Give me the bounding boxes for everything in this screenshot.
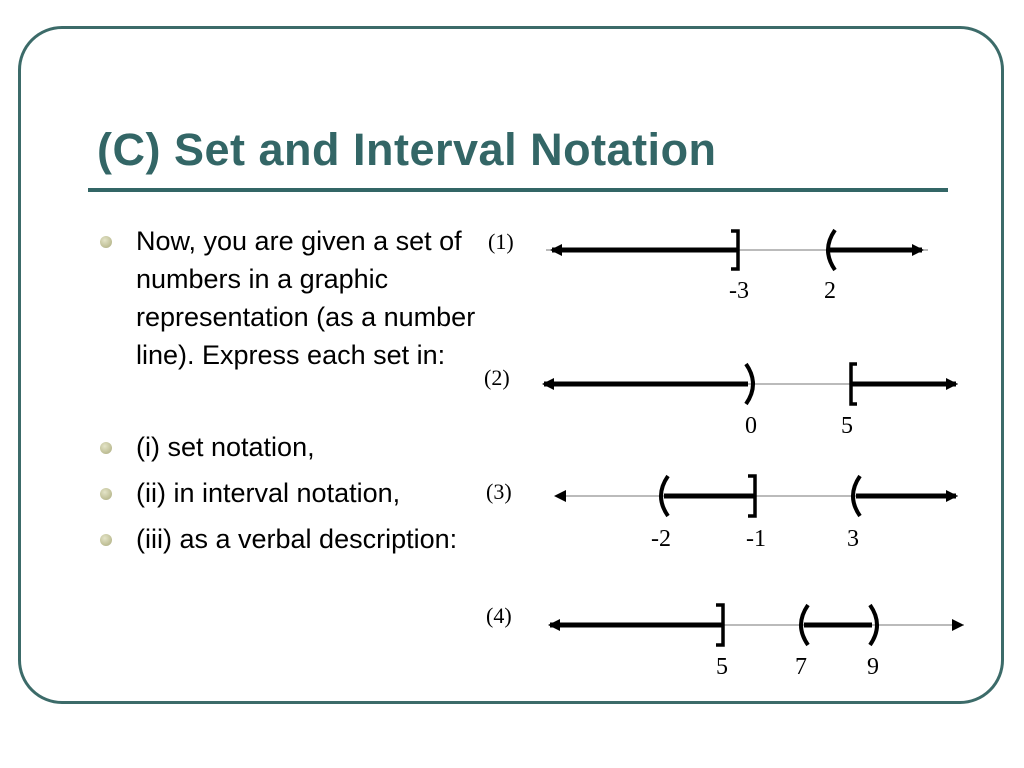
tick-label: 5 bbox=[841, 413, 853, 439]
number-line-label: (3) bbox=[486, 479, 512, 504]
bullet-item-verbal-description bbox=[100, 520, 480, 558]
bullet-text: (ii) in interval notation, bbox=[136, 478, 401, 508]
bullet-dot-icon bbox=[100, 534, 112, 546]
tick-label: 9 bbox=[867, 654, 879, 680]
tick-label: -1 bbox=[746, 526, 766, 552]
bullet-item-intro bbox=[100, 222, 480, 374]
bullet-dot-icon bbox=[100, 236, 112, 248]
number-line-2 bbox=[484, 364, 958, 439]
number-lines-svg bbox=[476, 218, 986, 688]
tick-label: 3 bbox=[847, 526, 859, 552]
tick-label: 2 bbox=[824, 278, 836, 304]
number-line-label: (4) bbox=[486, 603, 512, 628]
bullet-text: (i) set notation, bbox=[136, 432, 315, 462]
bullet-dot-icon bbox=[100, 488, 112, 500]
bullet-item-interval-notation bbox=[100, 474, 480, 512]
bullet-item-set-notation bbox=[100, 428, 480, 466]
tick-label: 0 bbox=[745, 413, 757, 439]
number-line-1 bbox=[488, 229, 928, 304]
title-underline bbox=[88, 188, 948, 192]
tick-label: -3 bbox=[729, 278, 749, 304]
tick-label: -2 bbox=[651, 526, 671, 552]
number-lines-figure bbox=[476, 218, 986, 693]
bullet-list bbox=[100, 222, 480, 558]
tick-label: 7 bbox=[795, 654, 807, 680]
bullet-dot-icon bbox=[100, 442, 112, 454]
number-line-4 bbox=[486, 603, 964, 680]
number-line-3 bbox=[486, 476, 958, 552]
number-line-label: (1) bbox=[488, 229, 514, 254]
slide-title: (C) Set and Interval Notation bbox=[97, 124, 717, 175]
tick-label: 5 bbox=[716, 654, 728, 680]
number-line-label: (2) bbox=[484, 365, 510, 390]
bullet-text: Now, you are given a set of numbers in a graphic representation (as a number line). Express each set in: bbox=[136, 226, 476, 370]
bullet-text: (iii) as a verbal description: bbox=[136, 524, 458, 554]
